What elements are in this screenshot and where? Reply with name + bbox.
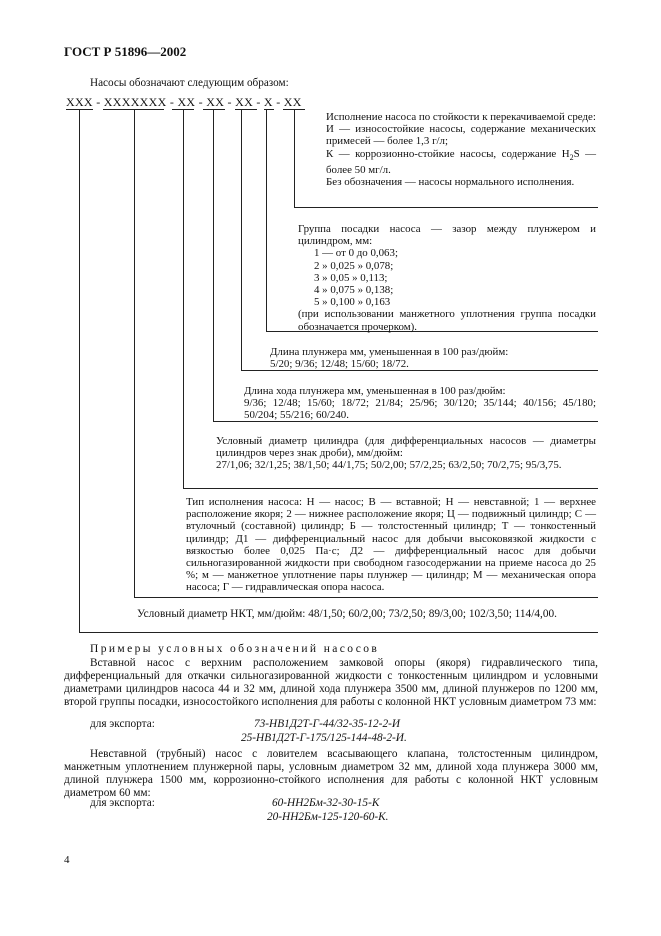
example-2-code-1: 60-НН2Бм-32-30-15-К xyxy=(272,797,380,809)
fit-row-1: 1 — от 0 до 0,063; xyxy=(314,247,398,260)
stroke-length-block xyxy=(244,385,596,422)
fit-row-3: 3 » 0,05 » 0,113; xyxy=(314,271,388,284)
resistance-k xyxy=(326,148,596,177)
nkt-diameter-block xyxy=(137,608,596,621)
vline-stroke xyxy=(213,110,214,421)
resistance-i: И — износостойкие насосы, содержание механических примесей — более 1,3 г/л; xyxy=(326,123,596,148)
example-2-text: Невставной (трубный) насос с ловителем всасывающего клапана, толстостенным цилиндром, манжетным уплотнением плунжерной пары, условным диаметром 32 мм, длиной хода плунжера 3000 мм, длиной плунжера 1500 мм, коррозионно-стойкого исполнения для работы с колонной НКТ условным диаметром 60 мм: xyxy=(64,748,598,799)
fit-row-5: 5 » 0,100 » 0,163 xyxy=(314,296,391,309)
plunger-length-values: 5/20; 9/36; 12/48; 15/60; 18/72. xyxy=(270,358,409,371)
hline-nkt xyxy=(79,632,598,633)
designation-pattern: XXX - XXXXXXX - XX - XX - XX - X - XX xyxy=(66,95,302,109)
example-1-code-1: 73-НВ1Д2Т-Г-44/32-35-12-2-И xyxy=(254,718,401,730)
cylinder-diameter-title: Условный диаметр цилиндра (для дифференциальных насосов — диаметры цилиндров через знак дроби), мм/дюйм: xyxy=(216,435,596,460)
stroke-length-values: 9/36; 12/48; 15/60; 18/72; 21/84; 25/96; 30/120; 35/144; 40/156; 45/180; 50/204; 55/216; 60/240. xyxy=(244,397,596,422)
example-2-code-2: 20-НН2Бм-125-120-60-К. xyxy=(267,811,389,823)
fit-row-2: 2 » 0,025 » 0,078; xyxy=(314,259,394,272)
underline-seg5 xyxy=(235,109,257,110)
pump-type-block xyxy=(186,496,596,594)
resistance-k-end: S — более 50 мг/л. xyxy=(326,147,596,176)
vline-cylinder xyxy=(183,110,184,488)
vline-nkt xyxy=(79,110,80,632)
example-1-label: для экспорта: xyxy=(90,718,155,730)
pump-type-text: Тип исполнения насоса: Н — насос; В — вставной; Н — невставной; 1 — верхнее расположение якоря; 2 — нижнее расположение якоря; Ц — подвижный цилиндр; С — втулочный (составной) цилиндр; Б — толстостенный цилиндр; Т — тонкостенный цилиндр; Д1 — дифференциальный насос для добычи высоковязкой жидкости с вязкостью более 0,025 Па·с; Д2 — дифференциальный насос для добычи сильногазированной жидкости при свободном газосодержании на приеме насоса до 25 %; м — манжетное уплотнение пары плунжер — цилиндр; М — механическая опора насоса; Г — гидравлическая опора насоса. xyxy=(186,496,596,594)
cylinder-diameter-values: 27/1,06; 32/1,25; 38/1,50; 44/1,75; 50/2,00; 57/2,25; 63/2,50; 70/2,75; 95/3,75. xyxy=(216,459,562,472)
example-1-code-2: 25-НВ1Д2Т-Г-175/125-144-48-2-И. xyxy=(241,732,407,744)
underline-seg4 xyxy=(203,109,225,110)
example-1-text: Вставной насос с верхним расположением замковой опоры (якоря) гидравлического типа, дифференциальный для откачки сильногазированной жидкости с тонкостенным цилиндром и условными диаметрами цилиндров насоса 44 и 32 мм, длиной хода плунжера 3500 мм, длиной плунжеров по 1200 мм, второй группы посадки, износостойкого исполнения для работы с колонной НКТ условным диаметром 73 мм: xyxy=(64,657,598,708)
fit-row-4: 4 » 0,075 » 0,138; xyxy=(314,284,394,297)
resistance-k-start: К — коррозионно-стойкие насосы, содержание H xyxy=(326,147,570,160)
fit-group-title: Группа посадки насоса — зазор между плунжером и цилиндром, мм: xyxy=(298,223,596,248)
example-2-label: для экспорта: xyxy=(90,797,155,809)
vline-plunger xyxy=(241,110,242,370)
resistance-block xyxy=(326,111,596,188)
vline-resistance xyxy=(294,110,295,207)
resistance-none: Без обозначения — насосы нормального исполнения. xyxy=(326,176,575,189)
fit-group-block xyxy=(298,223,596,333)
plunger-length-title: Длина плунжера мм, уменьшенная в 100 раз/дюйм: xyxy=(270,346,509,358)
document-header: ГОСТ Р 51896—2002 xyxy=(64,44,187,59)
vline-fit xyxy=(266,110,267,331)
plunger-length-block xyxy=(270,346,596,370)
intro-text: Насосы обозначают следующим образом: xyxy=(90,77,289,89)
page-number: 4 xyxy=(64,854,70,866)
resistance-k-sub: 2 xyxy=(569,152,574,162)
stroke-length-title: Длина хода плунжера мм, уменьшенная в 100 раз/дюйм: xyxy=(244,385,506,397)
cylinder-diameter-block xyxy=(216,435,596,472)
hline-cylinder xyxy=(183,488,598,489)
vline-type xyxy=(134,110,135,597)
fit-group-note: (при использовании манжетного уплотнения группа посадки обозначается прочерком). xyxy=(298,308,596,333)
hline-resistance xyxy=(294,207,598,208)
examples-heading: Примеры условных обозначений насосов xyxy=(90,643,380,655)
resistance-title: Исполнение насоса по стойкости к перекачиваемой среде: xyxy=(326,111,596,123)
nkt-diameter-text: Условный диаметр НКТ, мм/дюйм: 48/1,50; 60/2,00; 73/2,50; 89/3,00; 102/3,50; 114/4,00. xyxy=(137,608,557,620)
hline-type xyxy=(134,597,598,598)
